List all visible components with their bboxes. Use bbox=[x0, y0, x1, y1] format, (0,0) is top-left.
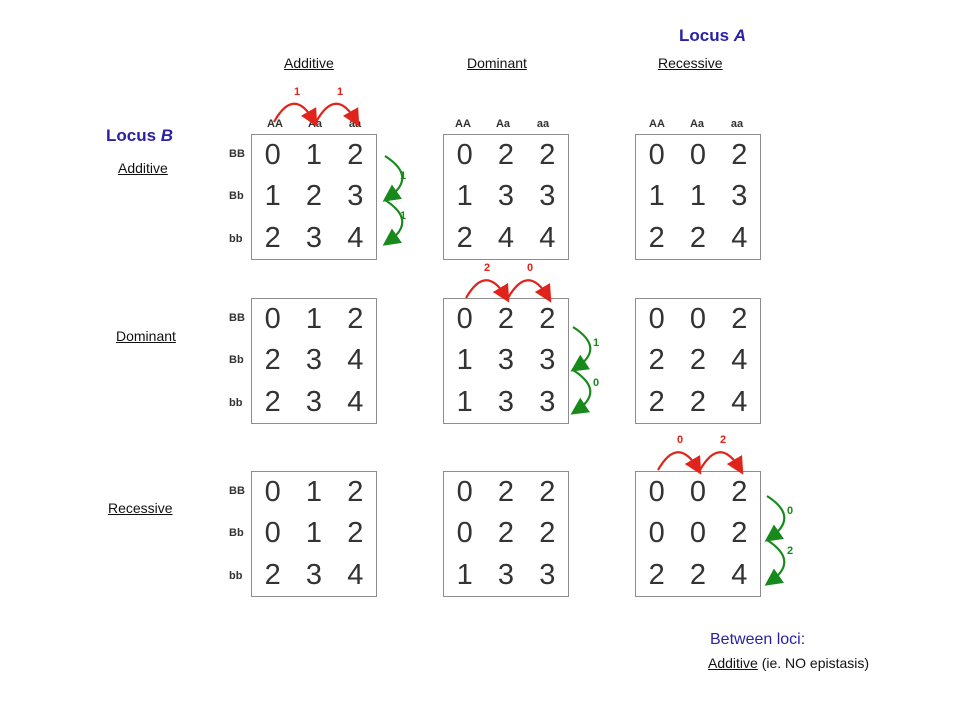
row-header-dominant: Dominant bbox=[116, 328, 176, 344]
red-arc-arrow bbox=[274, 104, 314, 122]
genotype-label-aa: aa bbox=[536, 118, 550, 130]
grid-cell: 4 bbox=[539, 221, 556, 254]
grid-cell: 1 bbox=[305, 139, 323, 172]
green-arc-arrow bbox=[767, 496, 784, 538]
between-loci-title: Between loci: bbox=[710, 631, 806, 648]
col-header-additive: Additive bbox=[284, 55, 334, 71]
grid-cell: 2 bbox=[689, 558, 707, 591]
grid-cell: 2 bbox=[305, 180, 323, 213]
grid-cell: 3 bbox=[305, 344, 323, 377]
grid-cell: 2 bbox=[347, 139, 364, 172]
grid-cell: 0 bbox=[456, 517, 473, 550]
grid-cell: 4 bbox=[347, 344, 364, 377]
grid-cell: 4 bbox=[731, 558, 748, 591]
grid-cell: 3 bbox=[497, 385, 515, 418]
grid-cell: 2 bbox=[648, 221, 665, 254]
genotype-label-bb: bb bbox=[229, 570, 243, 582]
green-arc-arrow bbox=[767, 540, 784, 582]
grid-cell: 0 bbox=[264, 476, 281, 509]
grid-cell: 0 bbox=[648, 517, 665, 550]
grid-cell: 2 bbox=[347, 476, 364, 509]
grid-cell: 0 bbox=[264, 517, 281, 550]
locus-b-title: Locus B bbox=[106, 126, 174, 145]
grid-cell: 3 bbox=[731, 180, 748, 213]
grid-cell: 0 bbox=[456, 139, 473, 172]
grid-cell: 2 bbox=[689, 385, 707, 418]
grid-cell: 2 bbox=[731, 476, 748, 509]
arc-label: 0 bbox=[787, 505, 794, 517]
genotype-label-aa: aa bbox=[348, 118, 362, 130]
arc-label: 0 bbox=[527, 262, 534, 274]
arc-label: 1 bbox=[400, 170, 407, 182]
genotype-label-aa: aa bbox=[730, 118, 744, 130]
red-arc-arrow bbox=[700, 452, 740, 470]
grid-cell: 2 bbox=[539, 517, 556, 550]
arc-label: 2 bbox=[484, 262, 491, 274]
genotype-label-Bb: Bb bbox=[229, 354, 244, 366]
grid-cell: 2 bbox=[539, 303, 556, 336]
arc-label: 1 bbox=[593, 337, 600, 349]
arc-label: 0 bbox=[677, 434, 684, 446]
grid-cell: 1 bbox=[456, 180, 473, 213]
between-loci-description bbox=[708, 655, 869, 671]
grid-cell: 1 bbox=[456, 344, 473, 377]
genotype-label-AA: AA bbox=[649, 118, 665, 130]
genotype-label-BB: BB bbox=[229, 312, 245, 324]
col-header-dominant: Dominant bbox=[467, 55, 527, 71]
grid-cell: 2 bbox=[264, 344, 281, 377]
grid-cell: 4 bbox=[497, 221, 515, 254]
row-header-recessive: Recessive bbox=[108, 500, 173, 516]
grid-cell: 0 bbox=[264, 303, 281, 336]
grid-cell: 2 bbox=[456, 221, 473, 254]
grid-cell: 3 bbox=[539, 180, 556, 213]
grid-cell: 3 bbox=[539, 385, 556, 418]
row-header-additive: Additive bbox=[118, 160, 168, 176]
between-loci-additive: Additive bbox=[708, 655, 758, 671]
grid-cell: 2 bbox=[689, 344, 707, 377]
grid-cell: 3 bbox=[305, 385, 323, 418]
grid-cell: 2 bbox=[264, 558, 281, 591]
grid-cell: 0 bbox=[648, 476, 665, 509]
grid-cell: 2 bbox=[648, 385, 665, 418]
grid-cell: 4 bbox=[347, 385, 364, 418]
grid-cell: 2 bbox=[689, 221, 707, 254]
arc-label: 2 bbox=[720, 434, 727, 446]
grid-cell: 2 bbox=[539, 476, 556, 509]
grid-cell: 4 bbox=[347, 558, 364, 591]
genotype-label-Aa: Aa bbox=[495, 118, 511, 130]
grid-cell: 3 bbox=[305, 221, 323, 254]
grid-cell: 2 bbox=[731, 517, 748, 550]
genotype-label-AA: AA bbox=[267, 118, 283, 130]
col-header-recessive: Recessive bbox=[658, 55, 723, 71]
between-loci-note: (ie. NO epistasis) bbox=[757, 655, 870, 671]
grid-cell: 0 bbox=[264, 139, 281, 172]
grid-cell: 0 bbox=[689, 517, 707, 550]
grid-cell: 2 bbox=[539, 139, 556, 172]
grid-cell: 2 bbox=[264, 221, 281, 254]
grid-cell: 1 bbox=[648, 180, 665, 213]
grid-cell: 2 bbox=[731, 303, 748, 336]
grid-cell: 0 bbox=[689, 303, 707, 336]
grid-cell: 0 bbox=[456, 476, 473, 509]
locus-a-title: Locus A bbox=[679, 26, 747, 45]
genotype-label-AA: AA bbox=[455, 118, 471, 130]
red-arc-arrow bbox=[316, 104, 356, 122]
genotype-label-Bb: Bb bbox=[229, 527, 244, 539]
grid-cell: 4 bbox=[731, 385, 748, 418]
grid-cell: 2 bbox=[648, 344, 665, 377]
grid-cell: 2 bbox=[648, 558, 665, 591]
arc-label: 1 bbox=[400, 210, 407, 222]
grid-cell: 0 bbox=[648, 303, 665, 336]
grid-cell: 3 bbox=[497, 180, 515, 213]
arc-label: 1 bbox=[337, 86, 344, 98]
genotype-label-Bb: Bb bbox=[229, 190, 244, 202]
grid-cell: 0 bbox=[648, 139, 665, 172]
grid-cell: 0 bbox=[456, 303, 473, 336]
grid-cell: 0 bbox=[689, 139, 707, 172]
green-arc-arrow bbox=[573, 370, 590, 411]
grid-cell: 3 bbox=[497, 558, 515, 591]
grid-cell: 3 bbox=[539, 558, 556, 591]
grid-cell: 3 bbox=[347, 180, 364, 213]
grid-cell: 3 bbox=[497, 344, 515, 377]
grid-cell: 2 bbox=[497, 139, 515, 172]
grid-cell: 3 bbox=[305, 558, 323, 591]
grid-cell: 4 bbox=[731, 221, 748, 254]
grid-cell: 4 bbox=[731, 344, 748, 377]
grid-cell: 1 bbox=[689, 180, 707, 213]
genotype-label-bb: bb bbox=[229, 397, 243, 409]
grid-cell: 1 bbox=[264, 180, 281, 213]
grid-cell: 2 bbox=[347, 303, 364, 336]
arc-label: 1 bbox=[294, 86, 301, 98]
grid-cell: 2 bbox=[497, 517, 515, 550]
grid-cell: 2 bbox=[497, 303, 515, 336]
arc-label: 2 bbox=[787, 545, 794, 557]
grid-cell: 4 bbox=[347, 221, 364, 254]
grid-cell: 2 bbox=[731, 139, 748, 172]
grid-cell: 2 bbox=[497, 476, 515, 509]
grid-cell: 1 bbox=[305, 476, 323, 509]
red-arc-arrow bbox=[466, 280, 506, 298]
genotype-label-Aa: Aa bbox=[307, 118, 323, 130]
grid-cell: 1 bbox=[305, 303, 323, 336]
grid-cell: 0 bbox=[689, 476, 707, 509]
grid-cell: 3 bbox=[539, 344, 556, 377]
grid-cell: 1 bbox=[305, 517, 323, 550]
red-arc-arrow bbox=[508, 280, 548, 298]
genotype-label-BB: BB bbox=[229, 485, 245, 497]
red-arc-arrow bbox=[658, 452, 698, 470]
grid-cell: 2 bbox=[264, 385, 281, 418]
genotype-label-BB: BB bbox=[229, 148, 245, 160]
grid-cell: 1 bbox=[456, 558, 473, 591]
grid-cell: 2 bbox=[347, 517, 364, 550]
genotype-label-bb: bb bbox=[229, 233, 243, 245]
arc-label: 0 bbox=[593, 377, 600, 389]
genotype-label-Aa: Aa bbox=[689, 118, 705, 130]
grid-cell: 1 bbox=[456, 385, 473, 418]
green-arc-arrow bbox=[573, 327, 590, 368]
